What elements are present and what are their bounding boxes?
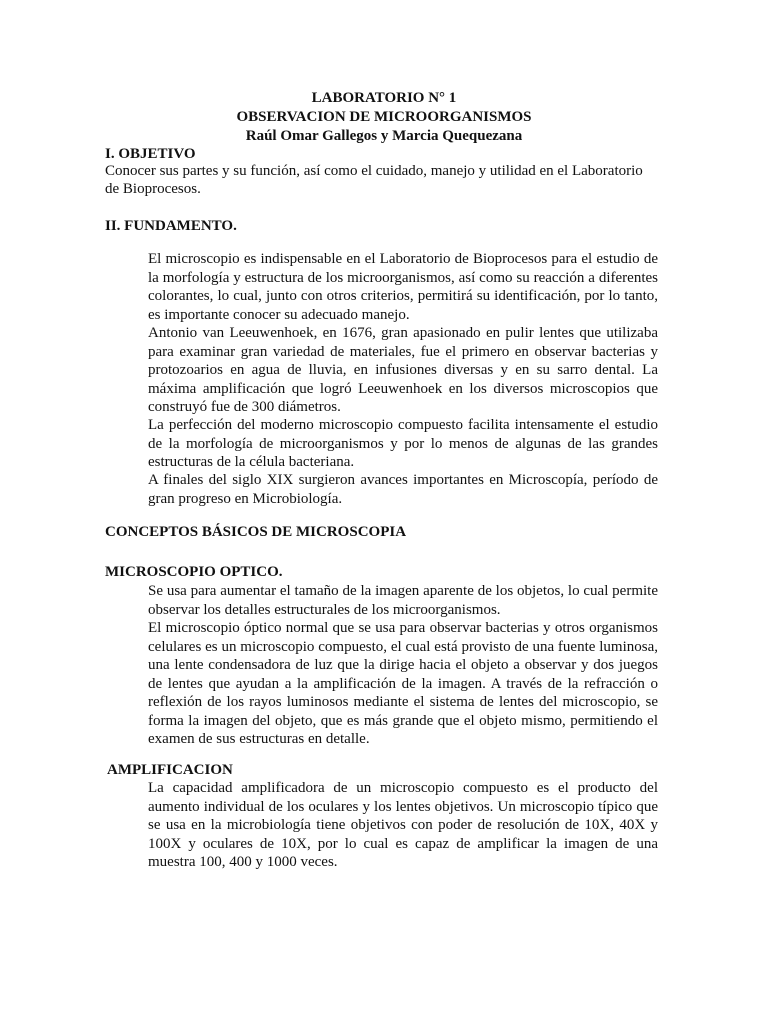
lab-number: LABORATORIO N° 1 bbox=[311, 90, 457, 106]
conceptos-heading: CONCEPTOS BÁSICOS DE MICROSCOPIA bbox=[105, 524, 407, 540]
optico-paragraph-1: Se usa para aumentar el tamaño de la imagen aparente de los objetos, lo cual permite observar los detalles estructurales de los microorganismos. bbox=[148, 583, 658, 618]
fundamento-paragraph-3: La perfección del moderno microscopio compuesto facilita intensamente el estudio de la morfología de microorganismos y por lo menos de algunas de las grandes estructuras de la célula bacteriana. bbox=[148, 417, 658, 470]
optico-paragraph-2: El microscopio óptico normal que se usa para observar bacterias y otros organismos celulares es un microscopio compuesto, el cual está provisto de una fuente luminosa, una lente condensadora de luz que la dirige hacia el objeto a observar y dos juegos de lentes que ayudan a la amplificación de la imagen. A través de la refracción o reflexión de los rayos luminosos mediante el sistema de lentes del microscopio, se forma la imagen del objeto, que es más grande que el objeto mismo, permitiendo el examen de sus estructuras en detalle. bbox=[148, 620, 658, 747]
lab-title: OBSERVACION DE MICROORGANISMOS bbox=[236, 109, 532, 125]
amplificacion-heading: AMPLIFICACION bbox=[107, 762, 233, 778]
authors: Raúl Omar Gallegos y Marcia Quequezana bbox=[245, 128, 523, 144]
optico-heading: MICROSCOPIO OPTICO. bbox=[105, 564, 283, 580]
objetivo-heading: I. OBJETIVO bbox=[105, 146, 196, 162]
fundamento-paragraph-4: A finales del siglo XIX surgieron avances importantes en Microscopía, período de gran progreso en Microbiología. bbox=[148, 472, 658, 507]
fundamento-paragraph-1: El microscopio es indispensable en el Laboratorio de Bioprocesos para el estudio de la morfología y estructura de los microorganismos, así como su reacción a diferentes colorantes, lo cual, junto con otros criterios, permitirá su identificación, por lo tanto, es importante conocer su adecuado manejo. bbox=[148, 251, 658, 323]
objetivo-line-1: Conocer sus partes y su función, así como el cuidado, manejo y utilidad en el Laboratorio bbox=[105, 163, 643, 179]
fundamento-paragraph-2: Antonio van Leeuwenhoek, en 1676, gran apasionado en pulir lentes que utilizaba para examinar gran variedad de materiales, fue el primero en observar bacterias y protozoarios en agua de lluvia, en infusiones diversas y en su sarro dental. La máxima amplificación que logró Leeuwenhoek en los diversos microscopios que construyó fue de 300 diámetros. bbox=[148, 325, 658, 415]
fundamento-heading: II. FUNDAMENTO. bbox=[105, 218, 237, 234]
objetivo-line-2: de Bioprocesos. bbox=[105, 181, 201, 197]
amplificacion-paragraph-1: La capacidad amplificadora de un microscopio compuesto es el producto del aumento individual de los oculares y los lentes objetivos. Un microscopio típico que se usa en la microbiología tiene objetivos con poder de resolución de 10X, 40X y 100X y oculares de 10X, por lo cual es capaz de amplificar la imagen de una muestra 100, 400 y 1000 veces. bbox=[148, 780, 658, 870]
